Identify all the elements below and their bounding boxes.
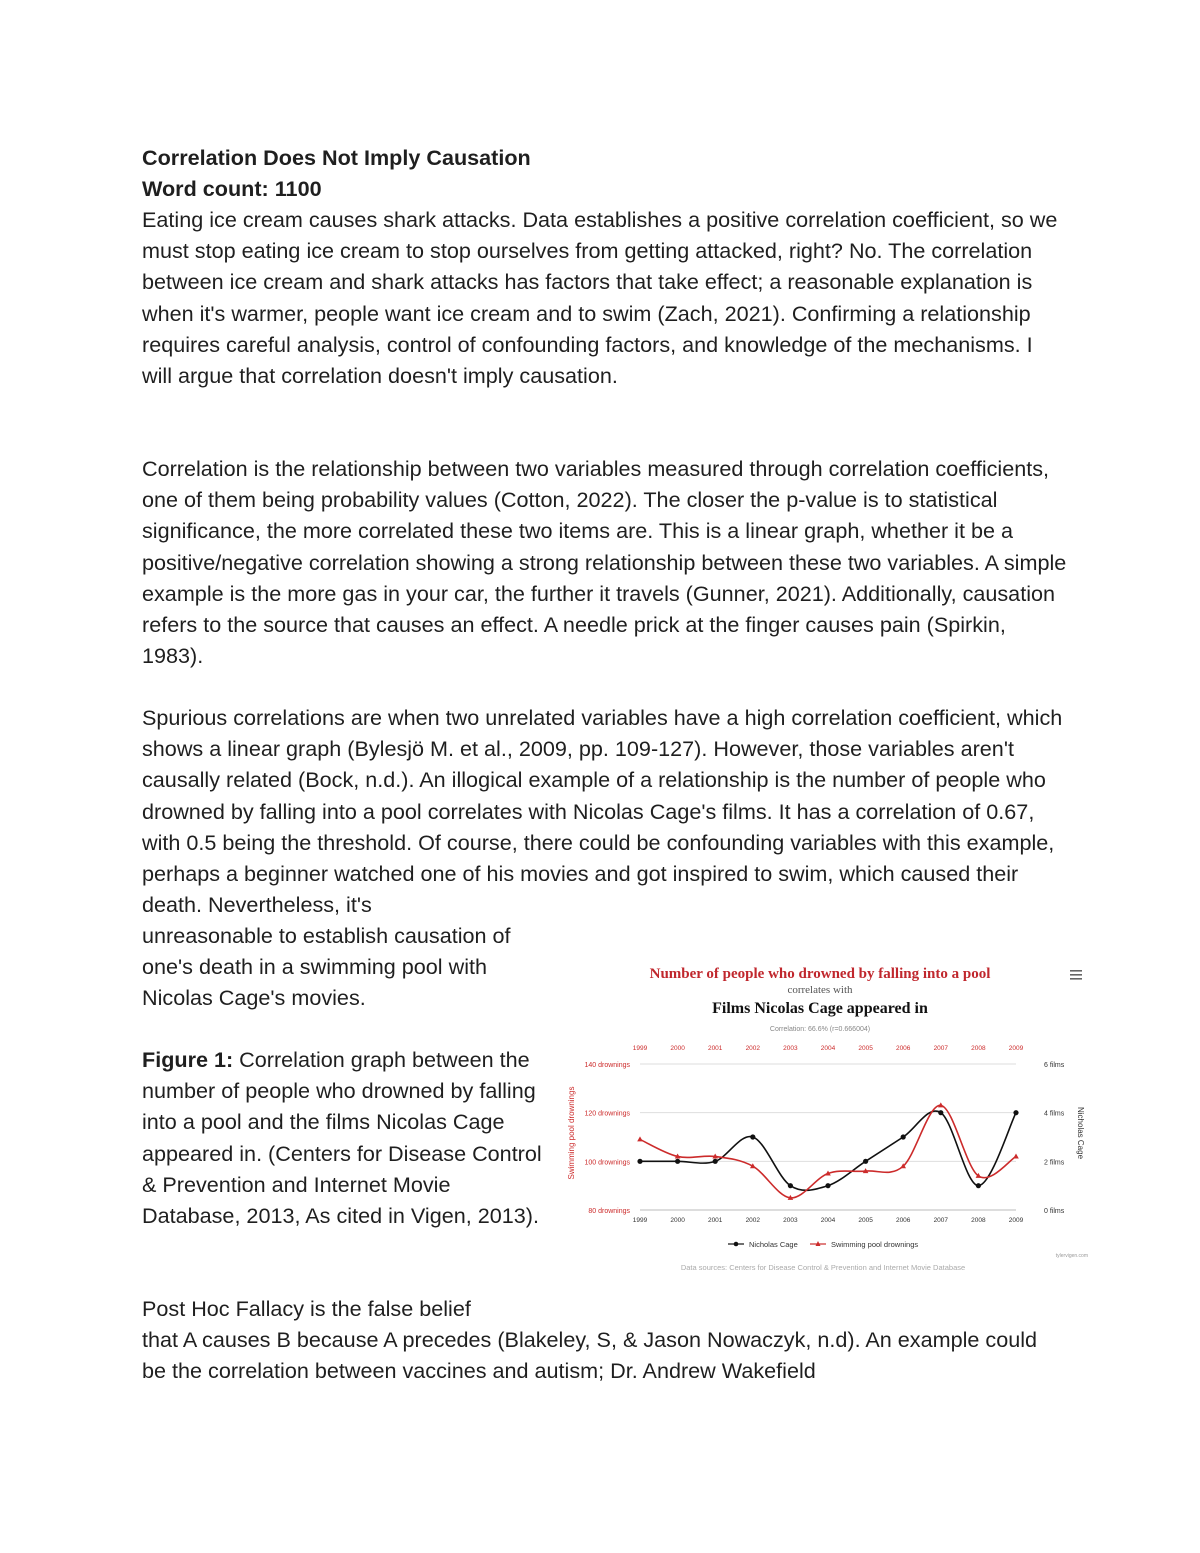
hamburger-menu-icon[interactable]	[1070, 970, 1082, 980]
data-point-cage	[1013, 1110, 1018, 1115]
figure-caption-text: Correlation graph between the number of people who drowned by falling into a pool and the films Nicolas Cage appeared in. (Centers for Disease Control & Prevention and Internet Movie Database, 2013, As cited in Vigen, 2013).	[142, 1047, 542, 1229]
x-tick-label: 2001	[707, 1217, 723, 1224]
y-right-tick-label: 4 films	[1044, 1110, 1065, 1118]
x-top-tick-label: 2000	[670, 1045, 685, 1052]
x-tick-label: 2000	[670, 1217, 685, 1224]
post-hoc-line1: Post Hoc Fallacy is the false belief	[142, 1296, 471, 1321]
y-left-tick-label: 120 drownings	[584, 1110, 630, 1118]
x-top-tick-label: 2002	[745, 1045, 761, 1052]
x-tick-label: 2007	[933, 1217, 949, 1224]
chart-svg	[548, 948, 1100, 1284]
x-top-tick-label: 2004	[820, 1045, 836, 1052]
paragraph-post-hoc	[142, 1293, 1067, 1387]
x-tick-label: 1999	[632, 1217, 648, 1224]
x-top-tick-label: 2007	[933, 1045, 949, 1052]
x-tick-label: 2009	[1008, 1217, 1024, 1224]
data-point-cage	[788, 1183, 793, 1188]
paragraph-spurious: Spurious correlations are when two unrelated variables have a high correlation coefficient, which shows a linear graph (Bylesjö M. et al., 2009, pp. 109-127). However, those variables aren't causally related (Bock, n.d.). An illogical example of a relationship is the number of people who drowned by falling into a pool correlates with Nicolas Cage's films. It has a correlation of 0.67, with 0.5 being the threshold. Of course, there could be confounding variables with this example, perhaps a beginner watched one of his movies and got inspired to swim, which caused their death. Nevertheless, it's	[142, 705, 1063, 918]
y-left-tick-label: 80 drownings	[588, 1208, 630, 1215]
data-point-cage	[825, 1183, 830, 1188]
data-point-cage	[976, 1183, 981, 1188]
y-axis-left-label: Swimming pool drownings	[567, 1086, 576, 1180]
word-count: Word count: 1100	[142, 176, 322, 201]
post-hoc-rest: that A causes B because A precedes (Blakeley, S, & Jason Nowaczyk, n.d). An example could be the correlation between vaccines and autism; Dr. Andrew Wakefield	[142, 1327, 1038, 1384]
x-tick-label: 2004	[820, 1217, 836, 1224]
chart-title-line2: correlates with	[787, 984, 853, 996]
data-point-cage	[675, 1159, 680, 1164]
figure-1-chart	[548, 948, 1100, 1284]
paragraph-intro: Eating ice cream causes shark attacks. Data establishes a positive correlation coefficient, so we must stop eating ice cream to stop ourselves from getting attacked, right? No. The correlation between ice cream and shark attacks has factors that take effect; a reasonable explanation is when it's warmer, people want ice cream and to swim (Zach, 2021). Confirming a relationship requires careful analysis, control of confounding factors, and knowledge of the mechanisms. I will argue that correlation doesn't imply causation.	[142, 207, 1058, 389]
chart-watermark: tylervigen.com	[1055, 1253, 1088, 1259]
paragraph-spurious-continued: unreasonable to establish causation of one's death in a swimming pool with Nicolas Cage's movies.	[142, 923, 511, 1011]
y-left-tick-label: 140 drownings	[584, 1062, 630, 1069]
data-point-cage	[901, 1134, 906, 1139]
x-tick-label: 2006	[895, 1217, 911, 1224]
x-tick-label: 2008	[971, 1217, 986, 1224]
document-title: Correlation Does Not Imply Causation	[142, 145, 531, 170]
y-axis-right-label: Nicholas Cage	[1076, 1106, 1085, 1160]
y-right-tick-label: 0 films	[1044, 1208, 1065, 1215]
x-top-tick-label: 2005	[858, 1045, 873, 1052]
paragraph-correlation: Correlation is the relationship between two variables measured through correlation coefficients, one of them being probability values (Cotton, 2022). The closer the p-value is to statistical significance, the more correlated these two items are. This is a linear graph, whether it be a positive/negative correlation showing a strong relationship between these two variables. A simple example is the more gas in your car, the further it travels (Gunner, 2021). Additionally, causation refers to the source that causes an effect. A needle prick at the finger causes pain (Spirkin, 1983).	[142, 456, 1067, 669]
data-point-cage	[938, 1110, 943, 1115]
data-point-cage	[637, 1159, 642, 1164]
y-right-tick-label: 6 films	[1044, 1062, 1065, 1069]
legend-item-cage: Nicholas Cage	[749, 1240, 798, 1249]
data-point-cage	[750, 1134, 755, 1139]
y-left-tick-label: 100 drownings	[584, 1159, 630, 1167]
chart-source: Data sources: Centers for Disease Control & Prevention and Internet Movie Database	[680, 1263, 966, 1272]
x-top-tick-label: 1999	[632, 1045, 648, 1052]
chart-subtitle: Correlation: 66.6% (r=0.666004)	[769, 1026, 871, 1033]
x-tick-label: 2005	[858, 1217, 873, 1224]
figure-caption	[142, 1044, 542, 1231]
x-tick-label: 2002	[745, 1217, 761, 1224]
x-top-tick-label: 2009	[1008, 1045, 1024, 1052]
data-point-cage	[863, 1159, 868, 1164]
chart-background	[548, 948, 1100, 1284]
legend-item-drownings: Swimming pool drownings	[831, 1240, 919, 1249]
y-right-tick-label: 2 films	[1044, 1159, 1065, 1167]
figure-label: Figure 1:	[142, 1047, 234, 1072]
chart-title-line3: Films Nicolas Cage appeared in	[712, 1000, 928, 1017]
data-point-cage	[713, 1159, 718, 1164]
chart-title-line1: Number of people who drowned by falling into a pool	[649, 966, 991, 982]
x-tick-label: 2003	[783, 1217, 798, 1224]
x-top-tick-label: 2008	[971, 1045, 986, 1052]
x-top-tick-label: 2006	[895, 1045, 911, 1052]
x-top-tick-label: 2003	[783, 1045, 798, 1052]
x-top-tick-label: 2001	[707, 1045, 723, 1052]
